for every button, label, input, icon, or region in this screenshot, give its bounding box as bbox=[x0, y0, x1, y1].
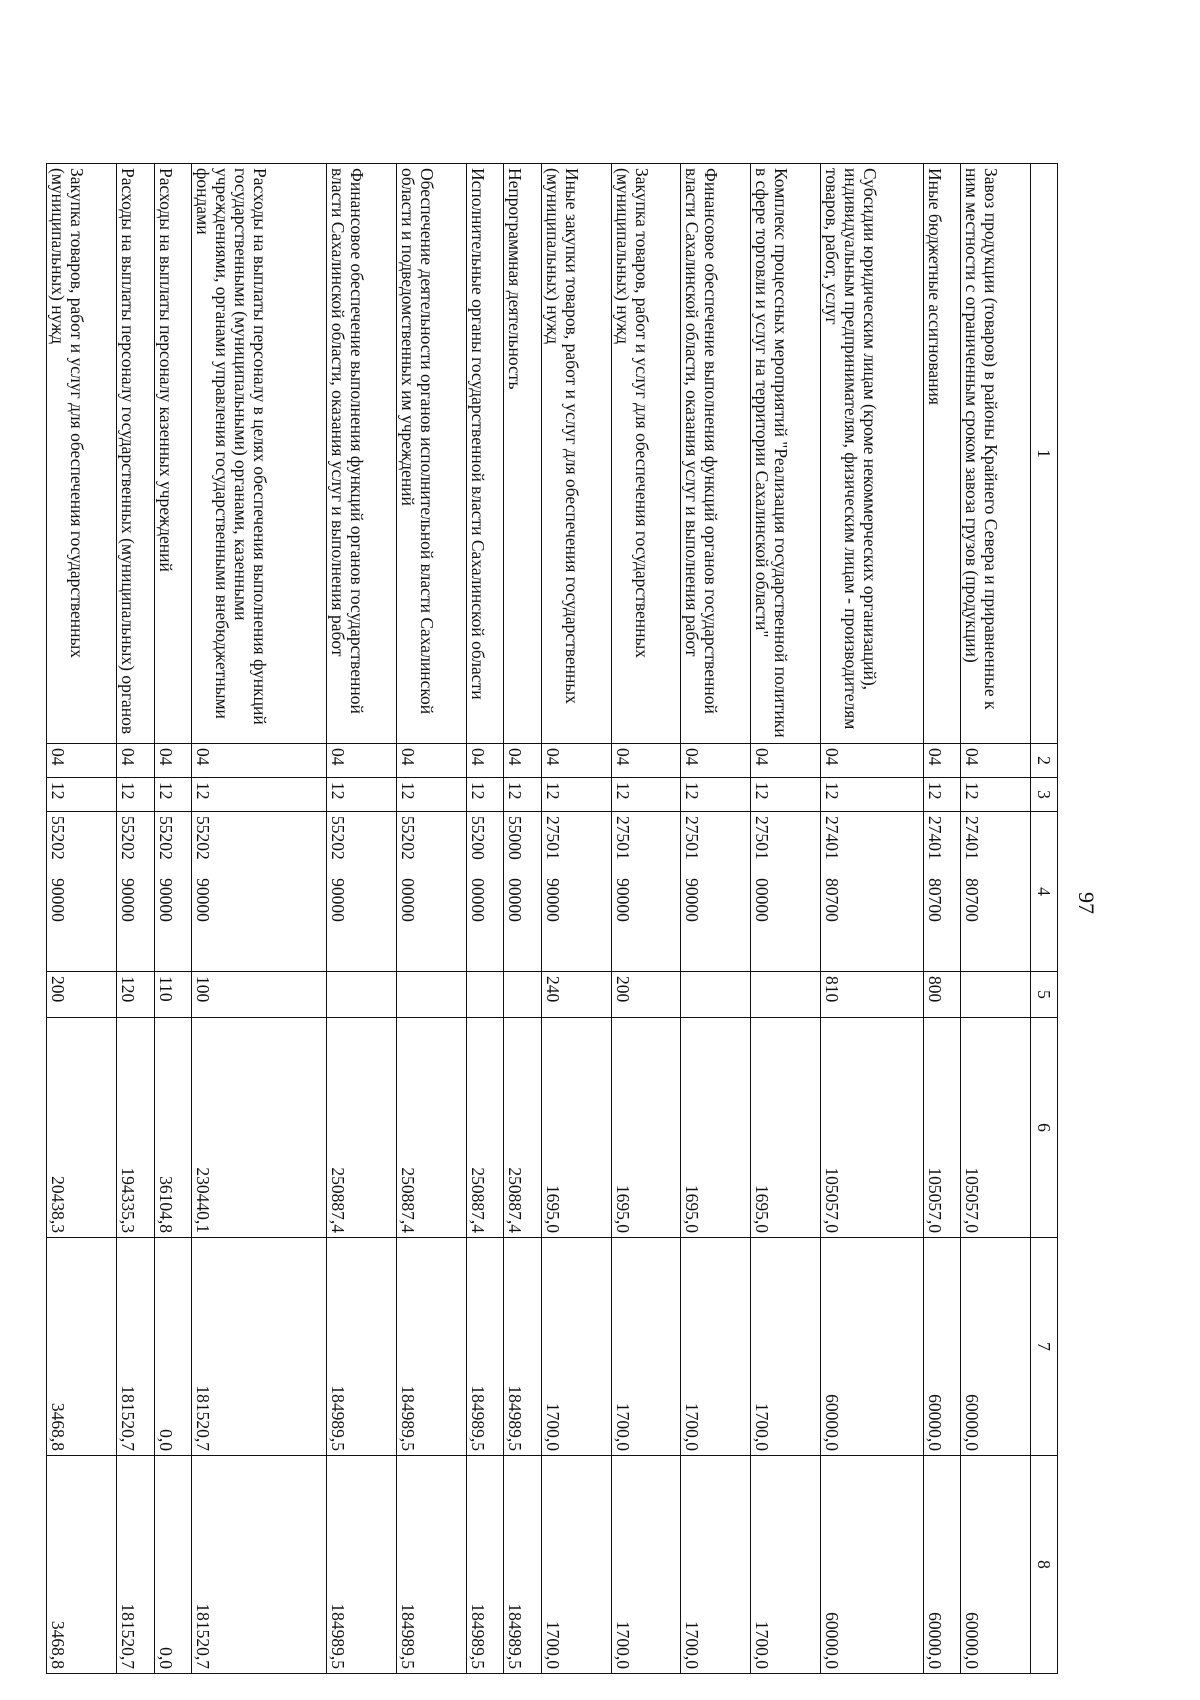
row-cell-c2: 04 bbox=[192, 744, 327, 778]
row-cell-c7: 184989,5 bbox=[466, 1238, 504, 1456]
table-row bbox=[192, 164, 327, 1674]
row-description: Расходы на выплаты персоналу в целях обеспечения выполнения функций государственными (муниципальными) органами, казенными учреждениями, органами управления государственными внебюджетными фондами bbox=[192, 164, 327, 744]
row-description: Субсидии юридическим лицам (кроме некоммерческих организаций), индивидуальным предпринимателям, физическим лицам - производителям товаров, работ, услуг bbox=[821, 164, 923, 744]
row-cell-c8: 1700,0 bbox=[681, 1456, 751, 1674]
row-cell-c3: 12 bbox=[192, 778, 327, 812]
row-cell-c6: 105057,0 bbox=[821, 1018, 923, 1238]
header-row bbox=[1031, 164, 1058, 1674]
row-description: Комплекс процессных мероприятий "Реализация государственной политики в сфере торговли и услуг на территории Сахалинской области" bbox=[751, 164, 821, 744]
row-cell-c2: 04 bbox=[821, 744, 923, 778]
row-cell-c4: 27401 80700 bbox=[821, 812, 923, 972]
row-cell-c5 bbox=[961, 972, 1031, 1018]
row-cell-c6: 230440,1 bbox=[192, 1018, 327, 1238]
row-description: Исполнительные органы государственной власти Сахалинской области bbox=[466, 164, 504, 744]
row-cell-c6: 250887,4 bbox=[504, 1018, 542, 1238]
row-cell-c2: 04 bbox=[923, 744, 961, 778]
row-cell-c4: 55202 90000 bbox=[154, 812, 192, 972]
row-cell-c5 bbox=[466, 972, 504, 1018]
row-cell-c3: 12 bbox=[961, 778, 1031, 812]
row-cell-c5: 110 bbox=[154, 972, 192, 1018]
row-cell-c4: 27401 80700 bbox=[923, 812, 961, 972]
row-cell-c2: 04 bbox=[154, 744, 192, 778]
row-description: Финансовое обеспечение выполнения функций органов государственной власти Сахалинской области, оказания услуг и выполнения работ bbox=[681, 164, 751, 744]
row-cell-c8: 60000,0 bbox=[923, 1456, 961, 1674]
row-cell-c2: 04 bbox=[611, 744, 681, 778]
row-cell-c2: 04 bbox=[326, 744, 396, 778]
row-cell-c5: 120 bbox=[117, 972, 155, 1018]
row-cell-c2: 04 bbox=[681, 744, 751, 778]
row-cell-c6: 36104,8 bbox=[154, 1018, 192, 1238]
row-cell-c7: 3468,8 bbox=[47, 1238, 117, 1456]
row-cell-c6: 1695,0 bbox=[681, 1018, 751, 1238]
row-cell-c7: 60000,0 bbox=[923, 1238, 961, 1456]
row-cell-c5 bbox=[396, 972, 466, 1018]
table-row bbox=[611, 164, 681, 1674]
row-cell-c6: 1695,0 bbox=[541, 1018, 611, 1238]
row-cell-c2: 04 bbox=[117, 744, 155, 778]
row-cell-c8: 1700,0 bbox=[611, 1456, 681, 1674]
row-cell-c3: 12 bbox=[396, 778, 466, 812]
row-cell-c4: 27501 00000 bbox=[751, 812, 821, 972]
row-cell-c8: 184989,5 bbox=[396, 1456, 466, 1674]
row-cell-c8: 184989,5 bbox=[466, 1456, 504, 1674]
header-cell: 4 bbox=[1031, 812, 1058, 972]
row-description: Расходы на выплаты персоналу государственных (муниципальных) органов bbox=[117, 164, 155, 744]
row-cell-c6: 20438,3 bbox=[47, 1018, 117, 1238]
row-cell-c5 bbox=[681, 972, 751, 1018]
table-row bbox=[396, 164, 466, 1674]
row-cell-c3: 12 bbox=[681, 778, 751, 812]
row-cell-c5: 240 bbox=[541, 972, 611, 1018]
row-cell-c8: 184989,5 bbox=[326, 1456, 396, 1674]
row-cell-c5: 810 bbox=[821, 972, 923, 1018]
row-cell-c8: 3468,8 bbox=[47, 1456, 117, 1674]
row-cell-c5: 200 bbox=[47, 972, 117, 1018]
row-cell-c3: 12 bbox=[117, 778, 155, 812]
row-cell-c3: 12 bbox=[923, 778, 961, 812]
row-cell-c3: 12 bbox=[611, 778, 681, 812]
header-cell: 3 bbox=[1031, 778, 1058, 812]
header-cell: 1 bbox=[1031, 164, 1058, 744]
row-cell-c3: 12 bbox=[541, 778, 611, 812]
row-cell-c7: 60000,0 bbox=[821, 1238, 923, 1456]
row-cell-c7: 184989,5 bbox=[504, 1238, 542, 1456]
row-cell-c3: 12 bbox=[47, 778, 117, 812]
row-cell-c3: 12 bbox=[821, 778, 923, 812]
row-cell-c7: 184989,5 bbox=[326, 1238, 396, 1456]
row-cell-c4: 55200 00000 bbox=[466, 812, 504, 972]
row-cell-c2: 04 bbox=[466, 744, 504, 778]
row-cell-c2: 04 bbox=[751, 744, 821, 778]
row-description: Непрограммная деятельность bbox=[504, 164, 542, 744]
table-row bbox=[751, 164, 821, 1674]
row-cell-c4: 27501 90000 bbox=[541, 812, 611, 972]
row-description: Закупка товаров, работ и услуг для обеспечения государственных (муниципальных) нужд bbox=[611, 164, 681, 744]
header-cell: 8 bbox=[1031, 1456, 1058, 1674]
budget-table bbox=[46, 163, 1058, 1674]
page-number: 97 bbox=[1074, 892, 1099, 914]
row-cell-c5 bbox=[326, 972, 396, 1018]
row-description: Финансовое обеспечение выполнения функций органов государственной власти Сахалинской области, оказания услуг и выполнения работ bbox=[326, 164, 396, 744]
row-cell-c7: 0,0 bbox=[154, 1238, 192, 1456]
table-row bbox=[466, 164, 504, 1674]
row-cell-c3: 12 bbox=[504, 778, 542, 812]
row-cell-c2: 04 bbox=[396, 744, 466, 778]
header-cell: 5 bbox=[1031, 972, 1058, 1018]
row-cell-c6: 1695,0 bbox=[751, 1018, 821, 1238]
row-description: Обеспечение деятельности органов исполнительной власти Сахалинской области и подведомственных им учреждений bbox=[396, 164, 466, 744]
table-row bbox=[923, 164, 961, 1674]
row-description: Расходы на выплаты персоналу казенных учреждений bbox=[154, 164, 192, 744]
row-cell-c4: 55202 00000 bbox=[396, 812, 466, 972]
row-cell-c8: 181520,7 bbox=[192, 1456, 327, 1674]
row-cell-c8: 1700,0 bbox=[751, 1456, 821, 1674]
row-cell-c6: 194335,3 bbox=[117, 1018, 155, 1238]
row-description: Иные закупки товаров, работ и услуг для обеспечения государственных (муниципальных) нужд bbox=[541, 164, 611, 744]
row-cell-c5: 100 bbox=[192, 972, 327, 1018]
row-cell-c4: 27501 90000 bbox=[681, 812, 751, 972]
table-row bbox=[154, 164, 192, 1674]
row-cell-c8: 0,0 bbox=[154, 1456, 192, 1674]
row-cell-c7: 1700,0 bbox=[681, 1238, 751, 1456]
row-cell-c3: 12 bbox=[154, 778, 192, 812]
header-cell: 6 bbox=[1031, 1018, 1058, 1238]
table-row bbox=[681, 164, 751, 1674]
row-cell-c7: 181520,7 bbox=[192, 1238, 327, 1456]
row-cell-c5: 200 bbox=[611, 972, 681, 1018]
table-row bbox=[821, 164, 923, 1674]
header-cell: 2 bbox=[1031, 744, 1058, 778]
table-row bbox=[117, 164, 155, 1674]
row-cell-c2: 04 bbox=[47, 744, 117, 778]
row-cell-c6: 105057,0 bbox=[923, 1018, 961, 1238]
row-cell-c2: 04 bbox=[504, 744, 542, 778]
row-cell-c6: 250887,4 bbox=[396, 1018, 466, 1238]
row-cell-c7: 1700,0 bbox=[541, 1238, 611, 1456]
row-cell-c8: 1700,0 bbox=[541, 1456, 611, 1674]
row-cell-c4: 27501 90000 bbox=[611, 812, 681, 972]
row-cell-c8: 184989,5 bbox=[504, 1456, 542, 1674]
row-cell-c3: 12 bbox=[326, 778, 396, 812]
table-container bbox=[46, 163, 1200, 1669]
row-cell-c5 bbox=[751, 972, 821, 1018]
table-row bbox=[326, 164, 396, 1674]
row-cell-c8: 181520,7 bbox=[117, 1456, 155, 1674]
table-row bbox=[541, 164, 611, 1674]
row-cell-c8: 60000,0 bbox=[821, 1456, 923, 1674]
header-cell: 7 bbox=[1031, 1238, 1058, 1456]
row-cell-c3: 12 bbox=[751, 778, 821, 812]
row-cell-c2: 04 bbox=[961, 744, 1031, 778]
row-cell-c2: 04 bbox=[541, 744, 611, 778]
row-cell-c4: 55202 90000 bbox=[117, 812, 155, 972]
row-cell-c6: 250887,4 bbox=[326, 1018, 396, 1238]
row-cell-c6: 105057,0 bbox=[961, 1018, 1031, 1238]
table-row bbox=[504, 164, 542, 1674]
row-cell-c6: 250887,4 bbox=[466, 1018, 504, 1238]
row-cell-c4: 55202 90000 bbox=[47, 812, 117, 972]
row-cell-c7: 184989,5 bbox=[396, 1238, 466, 1456]
row-cell-c7: 60000,0 bbox=[961, 1238, 1031, 1456]
row-cell-c4: 27401 80700 bbox=[961, 812, 1031, 972]
row-cell-c6: 1695,0 bbox=[611, 1018, 681, 1238]
row-cell-c4: 55202 90000 bbox=[192, 812, 327, 972]
row-cell-c8: 60000,0 bbox=[961, 1456, 1031, 1674]
row-description: Закупка товаров, работ и услуг для обеспечения государственных (муниципальных) нужд bbox=[47, 164, 117, 744]
row-cell-c4: 55202 90000 bbox=[326, 812, 396, 972]
row-cell-c3: 12 bbox=[466, 778, 504, 812]
row-cell-c7: 1700,0 bbox=[611, 1238, 681, 1456]
row-cell-c5: 800 bbox=[923, 972, 961, 1018]
table-row bbox=[47, 164, 117, 1674]
row-description: Завоз продукции (товаров) в районы Крайнего Севера и приравненные к ним местности с ограниченным сроком завоза грузов (продукции) bbox=[961, 164, 1031, 744]
row-cell-c5 bbox=[504, 972, 542, 1018]
table-row bbox=[961, 164, 1031, 1674]
row-cell-c4: 55000 00000 bbox=[504, 812, 542, 972]
row-description: Иные бюджетные ассигнования bbox=[923, 164, 961, 744]
row-cell-c7: 1700,0 bbox=[751, 1238, 821, 1456]
row-cell-c7: 181520,7 bbox=[117, 1238, 155, 1456]
